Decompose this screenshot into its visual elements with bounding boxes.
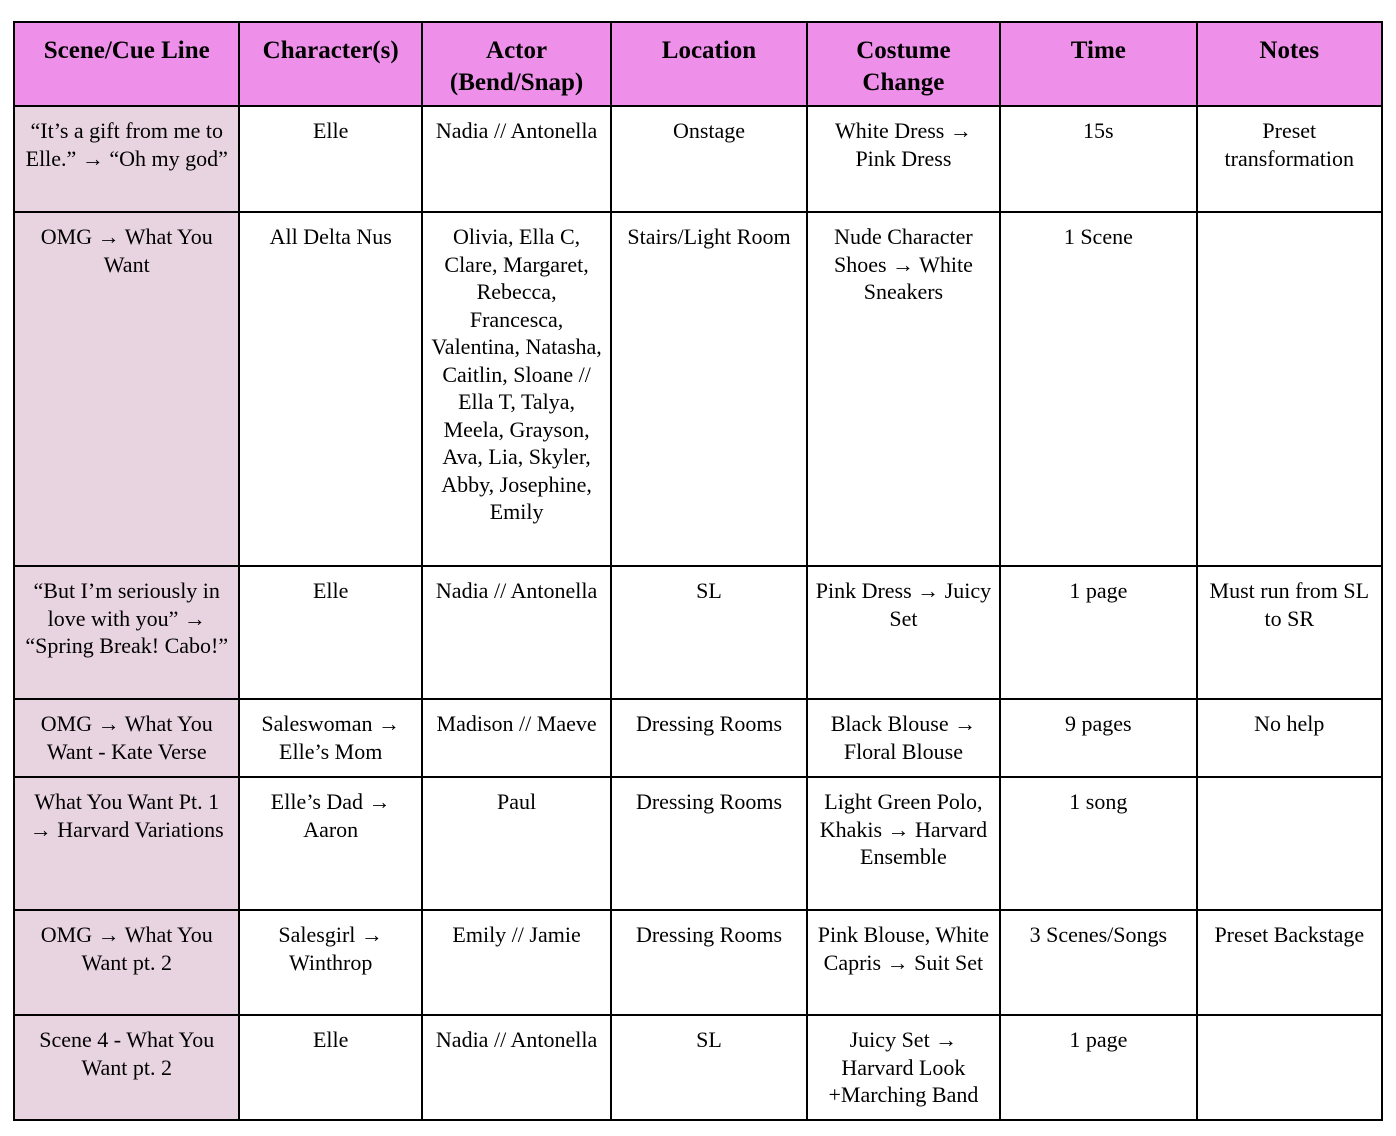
cell-time: 1 song [1000,777,1196,910]
cell-characters: Elle’s Dad → Aaron [239,777,421,910]
cell-notes [1197,212,1382,566]
cell-actor: Olivia, Ella C, Clare, Margaret, Rebecca, Francesca, Valentina, Natasha, Caitlin, Sloane // Ella T, Talya, Meela, Grayson, Ava, Lia, Skyler, Abby, Josephine, Emily [422,212,611,566]
costume-change-table [13,21,1383,1121]
table-header [14,22,1382,106]
cell-actor: Paul [422,777,611,910]
cell-notes: Preset transformation [1197,106,1382,212]
cell-costume-change: Nude Character Shoes → White Sneakers [807,212,1000,566]
cell-scene-cue-line: “But I’m seriously in love with you” → “Spring Break! Cabo!” [14,566,239,699]
cell-characters: Salesgirl → Winthrop [239,910,421,1015]
cell-costume-change: Light Green Polo, Khakis → Harvard Ensemble [807,777,1000,910]
table-body [14,106,1382,1120]
table-row [14,212,1382,566]
cell-actor: Nadia // Antonella [422,1015,611,1120]
cell-scene-cue-line: OMG → What You Want [14,212,239,566]
cell-location: SL [611,1015,806,1120]
cell-notes [1197,777,1382,910]
cell-characters: Elle [239,106,421,212]
cell-location: SL [611,566,806,699]
cell-costume-change: Juicy Set → Harvard Look +Marching Band [807,1015,1000,1120]
cell-scene-cue-line: Scene 4 - What You Want pt. 2 [14,1015,239,1120]
cell-scene-cue-line: OMG → What You Want pt. 2 [14,910,239,1015]
header-row [14,22,1382,106]
cell-location: Onstage [611,106,806,212]
header-notes: Notes [1197,22,1382,106]
header-characters: Character(s) [239,22,421,106]
cell-notes [1197,1015,1382,1120]
cell-characters: Elle [239,1015,421,1120]
table-row [14,1015,1382,1120]
table-row [14,699,1382,777]
table-row [14,566,1382,699]
table-row [14,910,1382,1015]
cell-characters: Saleswoman → Elle’s Mom [239,699,421,777]
cell-costume-change: White Dress → Pink Dress [807,106,1000,212]
cell-time: 15s [1000,106,1196,212]
cell-actor: Madison // Maeve [422,699,611,777]
cell-location: Dressing Rooms [611,777,806,910]
cell-notes: Preset Backstage [1197,910,1382,1015]
cell-scene-cue-line: What You Want Pt. 1 → Harvard Variations [14,777,239,910]
cell-scene-cue-line: OMG → What You Want - Kate Verse [14,699,239,777]
cell-characters: All Delta Nus [239,212,421,566]
cell-location: Dressing Rooms [611,699,806,777]
cell-characters: Elle [239,566,421,699]
cell-time: 1 page [1000,1015,1196,1120]
cell-scene-cue-line: “It’s a gift from me to Elle.” → “Oh my god” [14,106,239,212]
cell-costume-change: Black Blouse → Floral Blouse [807,699,1000,777]
header-costume-change: Costume Change [807,22,1000,106]
cell-actor: Nadia // Antonella [422,566,611,699]
header-scene-cue-line: Scene/Cue Line [14,22,239,106]
cell-location: Stairs/Light Room [611,212,806,566]
header-time: Time [1000,22,1196,106]
cell-time: 3 Scenes/Songs [1000,910,1196,1015]
header-location: Location [611,22,806,106]
table-row [14,106,1382,212]
table-row [14,777,1382,910]
cell-time: 1 Scene [1000,212,1196,566]
cell-notes: No help [1197,699,1382,777]
cell-time: 1 page [1000,566,1196,699]
cell-costume-change: Pink Dress → Juicy Set [807,566,1000,699]
cell-time: 9 pages [1000,699,1196,777]
cell-actor: Nadia // Antonella [422,106,611,212]
cell-notes: Must run from SL to SR [1197,566,1382,699]
cell-costume-change: Pink Blouse, White Capris → Suit Set [807,910,1000,1015]
cell-location: Dressing Rooms [611,910,806,1015]
header-actor: Actor (Bend/Snap) [422,22,611,106]
cell-actor: Emily // Jamie [422,910,611,1015]
